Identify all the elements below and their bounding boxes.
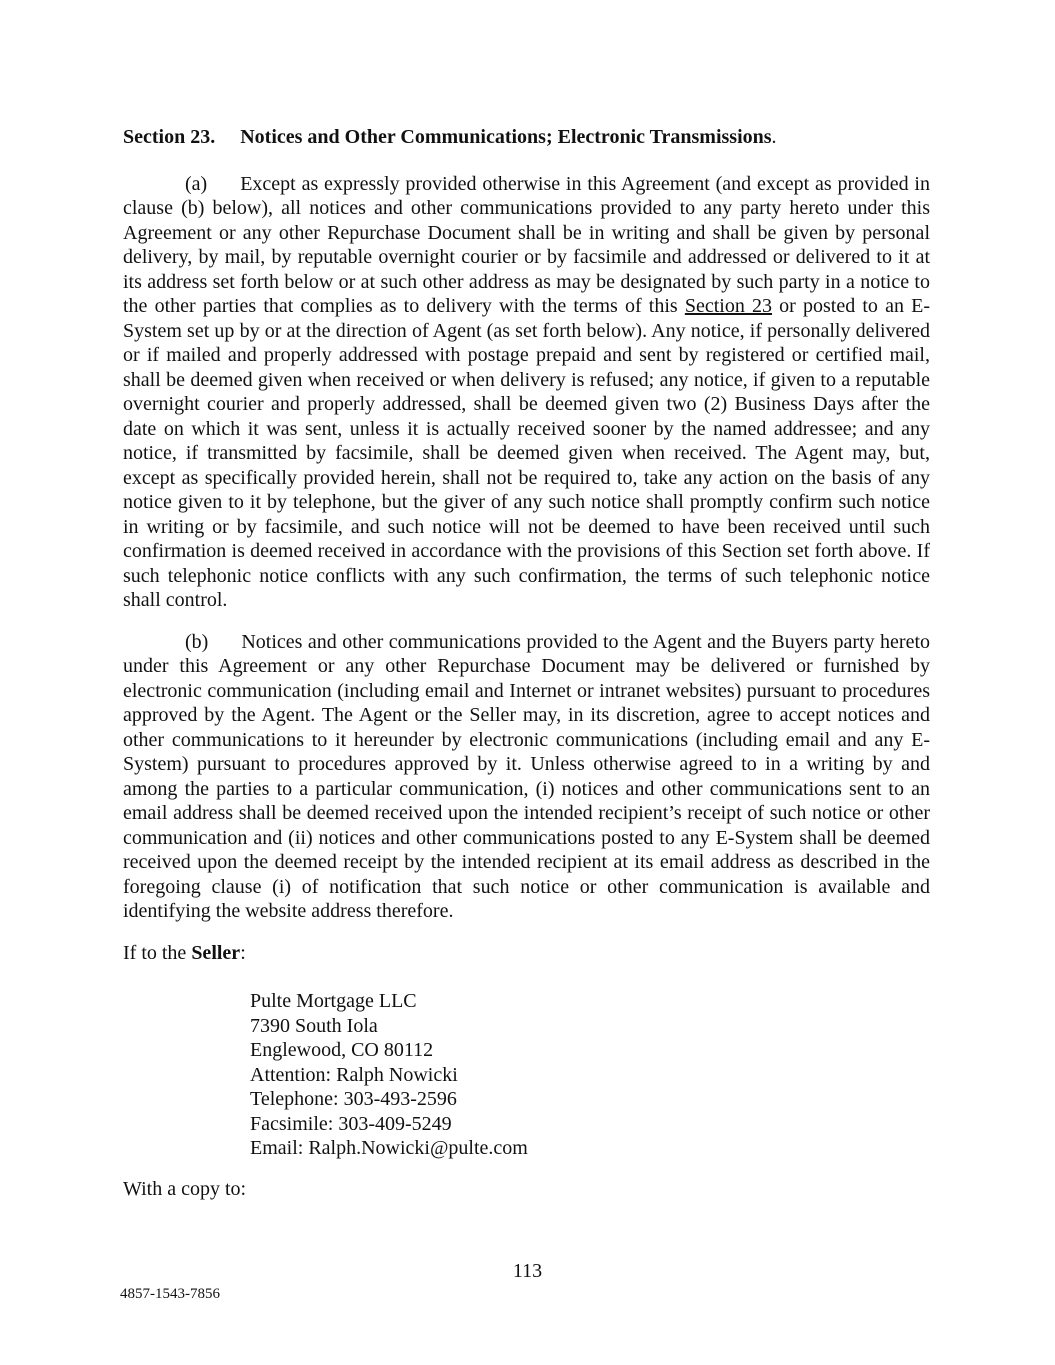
seller-address-block xyxy=(250,989,930,1161)
address-line-city: Englewood, CO 80112 xyxy=(250,1039,434,1061)
document-content xyxy=(123,125,930,1201)
document-control-number: 4857-1543-7856 xyxy=(120,1286,220,1302)
address-line-company: Pulte Mortgage LLC xyxy=(250,990,417,1012)
paragraph-a-text-after-ref: or posted to an E-System set up by or at the direction of Agent (as set forth below). Any notice, if personally delivered or if mailed and properly addressed with postage prepaid and sent by registered or certified mail, shall be deemed given when received or when delivery is refused; any notice, if given to a reputable overnight courier and properly addressed, shall be deemed given two (2) Business Days after the date on which it was sent, unless it is actually received sooner by the named addressee; and any notice, if transmitted by facsimile, shall be deemed given when received. The Agent may, but, except as specifically provided herein, shall not be required to, take any action on the basis of any notice given to it by telephone, but the giver of any such notice shall promptly confirm such notice in writing or by facsimile, and such notice will not be deemed to have been received until such confirmation is deemed received in accordance with the provisions of this Section set forth above. If such telephonic notice conflicts with any such confirmation, the terms of such telephonic notice shall control. xyxy=(123,295,931,611)
address-line-facsimile: Facsimile: 303-409-5249 xyxy=(250,1112,452,1135)
paragraph-b xyxy=(123,630,930,924)
paragraph-b-label: (b) xyxy=(185,630,209,653)
copy-to-line: With a copy to: xyxy=(123,1177,247,1200)
section-23-cross-reference: Section 23 xyxy=(684,295,773,317)
seller-intro-prefix: If to the xyxy=(123,941,192,964)
section-number: Section 23. xyxy=(123,126,216,148)
paragraph-b-text: Notices and other communications provided to the Agent and the Buyers party hereto under this Agreement or any other Repurchase Document may be delivered or furnished by electronic communication (including email and Internet or intranet websites) pursuant to procedures approved by the Agent. The Agent or the Seller may, in its discretion, agree to accept notices and other communications to it hereunder by electronic communications (including email and any E-System) pursuant to procedures approved by it. Unless otherwise agreed to in a writing by and among the parties to a particular communication, (i) notices and other communications sent to an email address shall be deemed received upon the intended recipient’s receipt of such notice or other communication and (ii) notices and other communications posted to any E-System shall be deemed received upon the deemed receipt by the intended recipient at its email address as described in the foregoing clause (i) of notification that such notice or other communication is available and identifying the website address therefore. xyxy=(123,630,930,922)
section-title: Notices and Other Communications; Electronic Transmissions xyxy=(240,126,772,148)
seller-party-name: Seller xyxy=(191,941,241,964)
address-line-attention: Attention: Ralph Nowicki xyxy=(250,1063,458,1086)
paragraph-a-text-before-ref: Except as expressly provided otherwise in this Agreement (and except as provided in clause (b) below), all notices and other communications provided to any party hereto under this Agreement or any other Repurchase Document shall be in writing and shall be given by personal delivery, by mail, by reputable overnight courier or by facsimile and addressed or delivered to it at its address set forth below or at such other address as may be designated by such party in a notice to the other parties that complies as to delivery with the terms of this xyxy=(123,172,930,317)
page-number: 113 xyxy=(512,1260,543,1282)
paragraph-a-label: (a) xyxy=(185,172,208,195)
seller-intro-suffix: : xyxy=(240,941,246,964)
address-line-telephone: Telephone: 303-493-2596 xyxy=(250,1088,457,1110)
section-heading-period: . xyxy=(771,126,777,148)
seller-intro-line xyxy=(123,941,930,966)
section-heading xyxy=(123,125,930,150)
address-line-email: Email: Ralph.Nowicki@pulte.com xyxy=(250,1137,528,1159)
paragraph-a xyxy=(123,172,930,613)
address-line-street: 7390 South Iola xyxy=(250,1014,378,1037)
